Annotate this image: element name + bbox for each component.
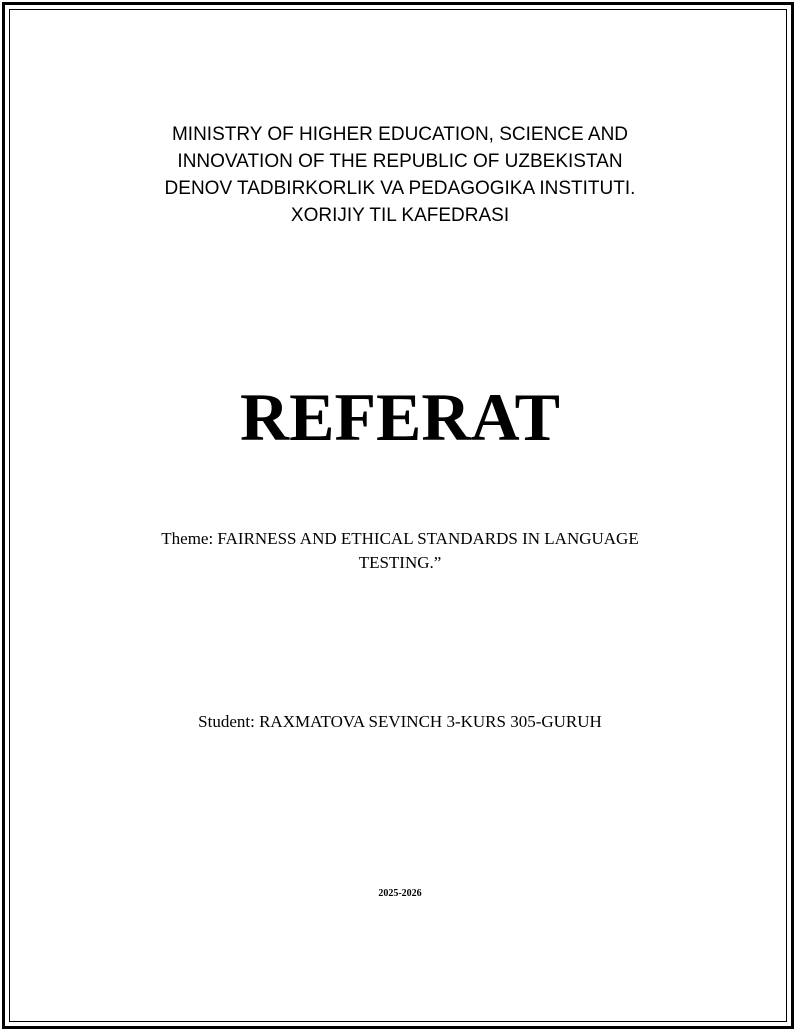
- header-line-republic: INNOVATION OF THE REPUBLIC OF UZBEKISTAN: [177, 151, 623, 172]
- theme-statement: [100, 527, 700, 575]
- document-title: REFERAT: [240, 379, 560, 455]
- header-line-ministry: MINISTRY OF HIGHER EDUCATION, SCIENCE AND: [171, 124, 629, 145]
- header-line-department: XORIJIY TIL KAFEDRASI: [290, 205, 510, 226]
- theme-line-2: TESTING.”: [358, 553, 442, 572]
- academic-year: 2025-2026: [378, 888, 422, 899]
- header-line-institute: DENOV TADBIRKORLIK VA PEDAGOGIKA INSTITUTI.: [164, 178, 636, 199]
- student-info: Student: RAXMATOVA SEVINCH 3-KURS 305-GURUH: [198, 712, 602, 731]
- theme-line-1: Theme: FAIRNESS AND ETHICAL STANDARDS IN LANGUAGE: [161, 529, 639, 548]
- institution-header: [100, 121, 700, 229]
